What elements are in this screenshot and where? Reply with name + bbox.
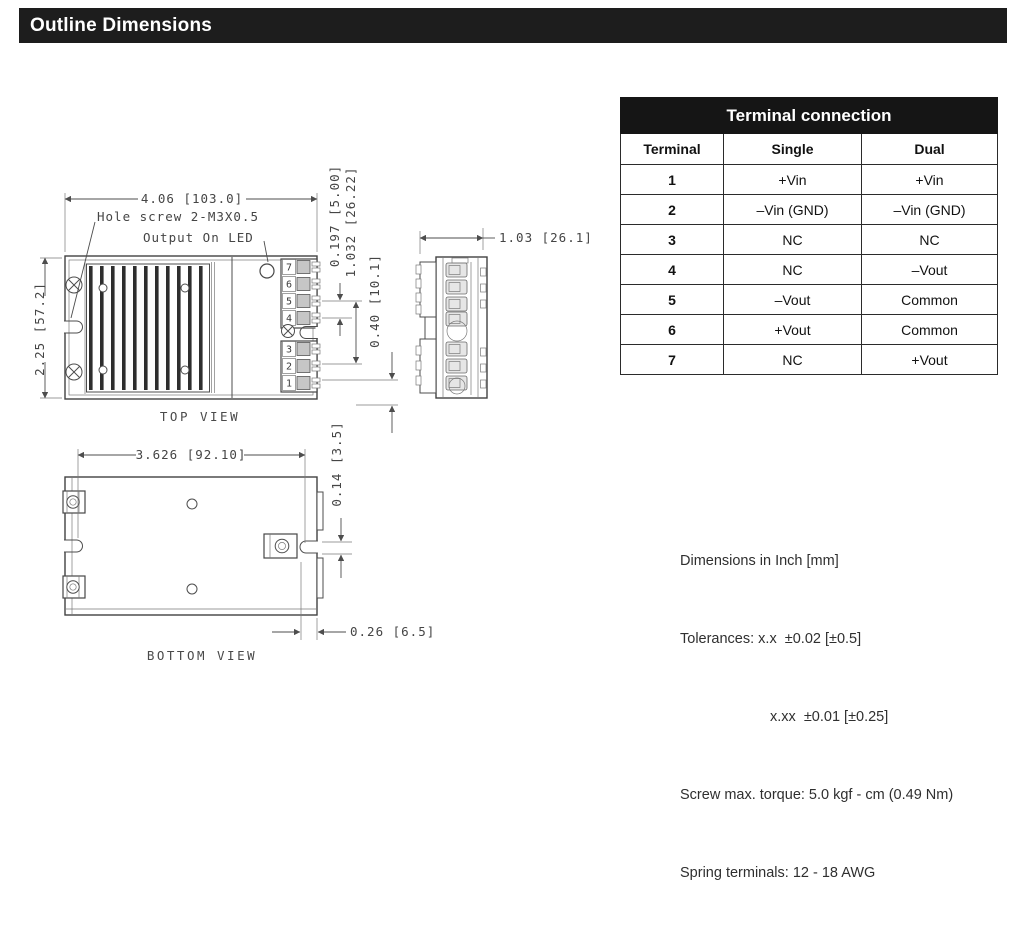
note-line: Spring terminals: 12 - 18 AWG [680, 865, 876, 881]
dual-cell: NC [862, 225, 998, 255]
dual-cell: –Vin (GND) [862, 195, 998, 225]
dim-text: 1.032 [26.22] [343, 166, 358, 278]
terminal-number: 4 [285, 313, 293, 325]
single-cell: –Vin (GND) [724, 195, 862, 225]
table-title: Terminal connection [621, 98, 998, 134]
table-header-row [621, 134, 998, 165]
dual-cell: Common [862, 285, 998, 315]
terminal-number: 5 [285, 296, 293, 308]
top-view-label: TOP VIEW [159, 409, 241, 424]
terminal-block-upper [281, 259, 320, 328]
terminal-cell: 7 [621, 345, 724, 375]
mounting-screw-icon [66, 364, 82, 380]
dual-cell: –Vout [862, 255, 998, 285]
table-row [621, 315, 998, 345]
dim-text: 1.03 [26.1] [499, 230, 593, 245]
dual-cell: +Vout [862, 345, 998, 375]
note-line: Tolerances: x.x ±0.02 [±0.5] [680, 631, 862, 647]
base-hole [187, 499, 197, 509]
base-hole [187, 584, 197, 594]
mounting-bracket [63, 491, 85, 513]
table-row [621, 225, 998, 255]
callout-text: Output On LED [143, 230, 254, 245]
single-cell: +Vin [724, 165, 862, 195]
col-header-terminal: Terminal [621, 134, 724, 165]
dim-text: 0.40 [10.1] [367, 254, 382, 348]
dim-text: 0.197 [5.00] [327, 164, 342, 268]
terminal-cell: 4 [621, 255, 724, 285]
note-line: Dimensions in Inch [mm] [680, 553, 839, 569]
section-title: Outline Dimensions [30, 15, 213, 36]
col-header-dual: Dual [862, 134, 998, 165]
dim-text: 4.06 [103.0] [140, 191, 244, 206]
terminal-cell: 6 [621, 315, 724, 345]
notes-block [680, 496, 953, 938]
dimension-side-depth [420, 228, 593, 254]
terminal-block-lower [281, 341, 320, 392]
table-row [621, 255, 998, 285]
mounting-bracket [264, 534, 297, 558]
table-row [621, 285, 998, 315]
single-cell: NC [724, 225, 862, 255]
dim-text: 2.25 [57.2] [32, 282, 47, 376]
dimension-bottom-tab [322, 421, 352, 578]
note-line: Screw max. torque: 5.0 kgf - cm (0.49 Nm) [680, 787, 954, 803]
note-line: x.xx ±0.01 [±0.25] [770, 709, 889, 725]
terminal-screw-icon [282, 325, 295, 338]
terminal-number: 1 [285, 378, 293, 390]
col-header-single: Single [724, 134, 862, 165]
bottom-view-drawing [63, 421, 436, 663]
terminal-cell: 2 [621, 195, 724, 225]
dimension-top-height [32, 258, 62, 398]
terminal-number: 7 [285, 262, 293, 274]
side-view-body [416, 257, 487, 398]
dual-cell: +Vin [862, 165, 998, 195]
top-view-drawing [32, 165, 398, 433]
table-row [621, 345, 998, 375]
outline-drawings [0, 0, 660, 678]
side-view-drawing [416, 228, 593, 398]
table-row [621, 165, 998, 195]
terminal-number: 2 [285, 361, 293, 373]
terminal-cell: 5 [621, 285, 724, 315]
dim-text: 0.26 [6.5] [350, 624, 436, 639]
single-cell: +Vout [724, 315, 862, 345]
dual-cell: Common [862, 315, 998, 345]
single-cell: NC [724, 255, 862, 285]
terminal-number: 6 [285, 279, 293, 291]
single-cell: NC [724, 345, 862, 375]
terminal-connection-table [620, 97, 998, 375]
callout-text: Hole screw 2-M3X0.5 [97, 209, 259, 224]
terminal-cell: 1 [621, 165, 724, 195]
output-led-circle [260, 264, 274, 278]
mounting-bracket [63, 576, 85, 598]
terminal-cell: 3 [621, 225, 724, 255]
dim-text: 0.14 [3.5] [329, 421, 344, 507]
section-header [19, 8, 1007, 43]
dimension-terminal-offset [322, 254, 398, 433]
single-cell: –Vout [724, 285, 862, 315]
bottom-view-label: BOTTOM VIEW [146, 648, 258, 663]
terminal-number: 3 [285, 344, 293, 356]
dim-text: 3.626 [92.10] [135, 447, 247, 462]
table-row [621, 195, 998, 225]
